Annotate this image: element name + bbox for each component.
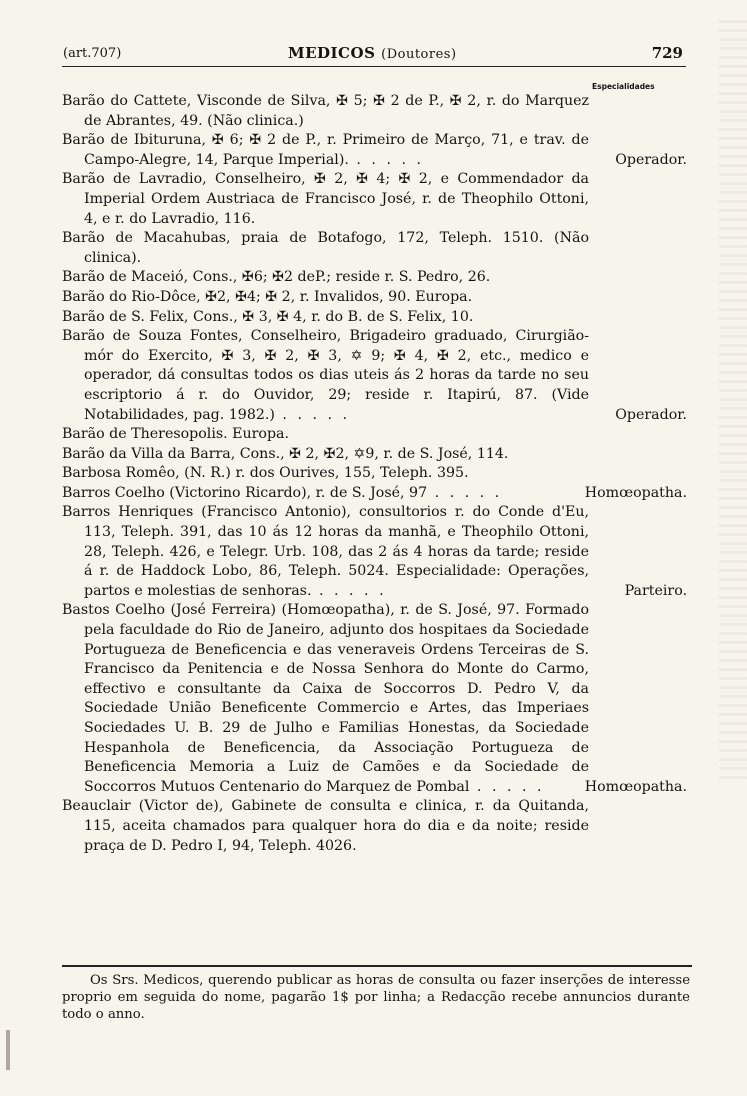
entry-text: Barão de Lavradio, Conselheiro, ✠ 2, ✠ 4; ✠ 2, e Commendador da Imperial Ordem Austriaca de Francisco José, r. de Theophilo Ottoni, 4, e r. do Lavradio, 116. xyxy=(62,171,589,227)
running-header xyxy=(63,44,683,68)
leader-dots: . . . . . xyxy=(311,582,387,599)
entry-text: Barbosa Romêo, (N. R.) r. dos Ourives, 155, Teleph. 395. xyxy=(62,465,469,482)
entry-text: Beauclair (Victor de), Gabinete de consulta e clinica, r. da Quitanda, 115, aceita chamados para qualquer hora do dia e da noite; reside praça de D. Pedro I, 94, Teleph. 4026. xyxy=(62,798,589,854)
leader-dots: . . . . . xyxy=(427,484,503,501)
entry-text: Barros Coelho (Victorino Ricardo), r. de S. José, 97 . . . . . xyxy=(62,484,503,501)
entry-text: Barão do Rio-Dôce, ✠2, ✠4; ✠ 2, r. Invalidos, 90. Europa. xyxy=(62,288,473,305)
list-item xyxy=(62,268,687,288)
list-item xyxy=(62,229,687,268)
entry-text: Bastos Coelho (José Ferreira) (Homœopatha), r. de S. José, 97. Formado pela faculdade do Rio de Janeiro, adjunto dos hospitaes da Sociedade Portugueza de Beneficencia e das veneraveis Ordens Terceiras de S. Francisco da Penitencia e de Nossa Senhora do Monte do Carmo, effectivo e consultante da Caixa de Soccorros D. Pedro V, da Sociedade União Beneficente Commercio e Artes, das Imperiaes Sociedades U. B. 29 de Julho e Familias Honestas, da Sociedade Hespanhola de Beneficencia, da Associação Portugueza de Beneficencia Memoria a Luiz de Camões e da Sociedade de Soccorros Mutuos Centenario do Marquez de Pombal . . . . . xyxy=(62,602,589,795)
page-number: 729 xyxy=(651,44,683,62)
leader-dots: . . . . . xyxy=(469,778,545,795)
entry-text: Barão de Souza Fontes, Conselheiro, Brigadeiro graduado, Cirurgião-mór do Exercito, ✠ 3, ✠ 2, ✠ 3, ✡ 9; ✠ 4, ✠ 2, etc., medico e operador, dá consultas todos os dias uteis ás 2 horas da tarde no seu escriptorio á r. do Ouvidor, 29; reside r. Itapirú, 87. (Vide Notabilidades, pag. 1982.) . . . . . xyxy=(62,328,589,423)
list-item xyxy=(62,288,687,308)
leader-dots: . . . . . xyxy=(348,151,424,168)
list-item xyxy=(62,92,687,131)
page-title xyxy=(288,44,457,62)
entry-text: Barão do Cattete, Visconde de Silva, ✠ 5; ✠ 2 de P., ✠ 2, r. do Marquez de Abrantes, 49. (Não clinica.) xyxy=(62,93,589,129)
entry-text: Barão da Villa da Barra, Cons., ✠ 2, ✠2, ✡9, r. de S. José, 114. xyxy=(62,445,509,462)
list-item xyxy=(62,797,687,856)
list-item xyxy=(62,601,687,797)
list-item xyxy=(62,131,687,170)
list-item xyxy=(62,484,687,504)
specialties-column-label: Especialidades xyxy=(592,82,655,91)
list-item xyxy=(62,308,687,328)
specialty-label: Parteiro. xyxy=(624,582,687,599)
leader-dots: . . . . . xyxy=(274,406,351,423)
header-rule xyxy=(62,66,686,67)
section-title: MEDICOS xyxy=(288,44,376,62)
entry-text: Barão de Ibituruna, ✠ 6; ✠ 2 de P., r. Primeiro de Março, 71, e trav. de Campo-Alegre, 14, Parque Imperial). . . . . . xyxy=(62,132,589,168)
entry-text: Barão de Theresopolis. Europa. xyxy=(62,426,290,443)
entry-text: Barão de Macahubas, praia de Botafogo, 172, Teleph. 1510. (Não clinica). xyxy=(62,230,589,266)
specialty-label: Homœopatha. xyxy=(584,484,687,501)
specialty-label: Operador. xyxy=(615,151,687,168)
list-item xyxy=(62,464,687,484)
entry-text: Barão de Maceió, Cons., ✠6; ✠2 deP.; reside r. S. Pedro, 26. xyxy=(62,269,491,286)
list-item xyxy=(62,503,687,601)
list-item xyxy=(62,170,687,229)
list-item xyxy=(62,327,687,425)
specialty-label: Operador. xyxy=(615,406,687,423)
list-item xyxy=(62,445,687,465)
scan-edge-texture xyxy=(719,20,747,780)
entry-text: Barros Henriques (Francisco Antonio), consultorios r. do Conde d'Eu, 113, Teleph. 391, das 10 ás 12 horas da manhã, e Theophilo Ottoni, 28, Teleph. 426, e Telegr. Urb. 108, das 2 ás 4 horas da tarde; reside á r. de Haddock Lobo, 86, Teleph. 5024. Especialidade: Operações, partos e molestias de senhoras. . . . . . xyxy=(62,504,589,599)
physician-list xyxy=(62,92,687,856)
entry-text: Barão de S. Felix, Cons., ✠ 3, ✠ 4, r. do B. de S. Felix, 10. xyxy=(62,308,474,325)
scan-binding-mark xyxy=(6,1030,10,1070)
specialty-label: Homœopatha. xyxy=(584,778,687,795)
footnote: Os Srs. Medicos, querendo publicar as horas de consulta ou fazer inserções de interesse proprio em seguida do nome, pagarão 1$ por linha; a Redacção recebe annuncios durante todo o anno. xyxy=(62,973,690,1022)
article-reference: (art.707) xyxy=(63,46,122,61)
list-item xyxy=(62,425,687,445)
section-subtitle: (Doutores) xyxy=(381,47,457,62)
footnote-rule xyxy=(62,965,692,967)
